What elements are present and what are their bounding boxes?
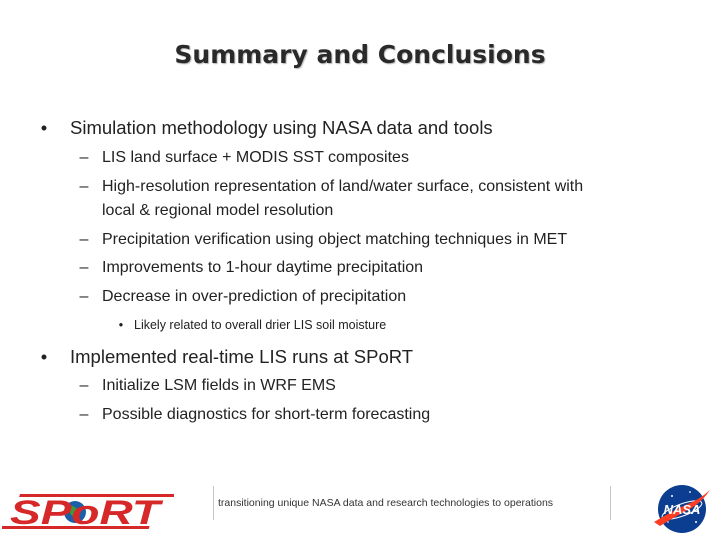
- bullet-mark: •: [40, 117, 48, 138]
- sub-item-text: Improvements to 1-hour daytime precipitation: [102, 259, 424, 276]
- dash-mark: –: [79, 377, 89, 394]
- nasa-logo-text: NASA: [663, 502, 701, 517]
- dash-mark: –: [79, 178, 89, 195]
- sub-item-text: LIS land surface + MODIS SST composites: [102, 149, 409, 166]
- slide-title: Summary and Conclusions: [174, 40, 546, 69]
- sub-item-improvements: [79, 257, 424, 279]
- dash-mark: –: [79, 231, 89, 248]
- star-icon: [671, 495, 673, 497]
- sub-sub-item-text: Likely related to overall drier LIS soil moisture: [134, 318, 387, 332]
- dash-mark: –: [79, 149, 89, 166]
- bullet-text: Simulation methodology using NASA data and tools: [70, 117, 493, 138]
- sub-item-lis-modis: [79, 147, 409, 169]
- sub-item-text: Initialize LSM fields in WRF EMS: [102, 377, 336, 394]
- sport-logo-text: SPoRT: [10, 494, 165, 532]
- footer-tagline: transitioning unique NASA data and research technologies to operations: [218, 497, 554, 509]
- sub-item-text: Decrease in over-prediction of precipitation: [102, 288, 407, 305]
- sub-item-text: Possible diagnostics for short-term forecasting: [102, 406, 431, 423]
- bullet-text: Implemented real-time LIS runs at SPoRT: [70, 346, 414, 367]
- sub-item-text: High-resolution representation of land/water surface, consistent with: [102, 178, 584, 195]
- dash-mark: –: [79, 259, 89, 276]
- sub-item-high-resolution-continued: [102, 200, 333, 222]
- sub-item-initialize-lsm: [79, 375, 336, 397]
- bullet-simulation-methodology: [40, 116, 493, 140]
- star-icon: [695, 521, 697, 523]
- sport-logo: [2, 488, 174, 532]
- sub-item-diagnostics: [79, 404, 431, 426]
- sub-item-text: local & regional model resolution: [102, 202, 334, 219]
- bullet-real-time-lis: [40, 345, 414, 369]
- star-icon: [689, 491, 691, 493]
- sub-sub-item-soil-moisture: [118, 317, 387, 333]
- dash-mark: –: [79, 406, 89, 423]
- bullet-mark: •: [40, 346, 48, 367]
- sub-item-decrease: [79, 286, 407, 308]
- sub-item-precipitation-verification: [79, 229, 568, 251]
- sub-item-text: Precipitation verification using object matching techniques in MET: [102, 231, 568, 248]
- nasa-meatball-logo: [650, 482, 714, 536]
- sub-item-high-resolution: [79, 176, 584, 198]
- bullet-mark: •: [118, 318, 124, 332]
- dash-mark: –: [79, 288, 89, 305]
